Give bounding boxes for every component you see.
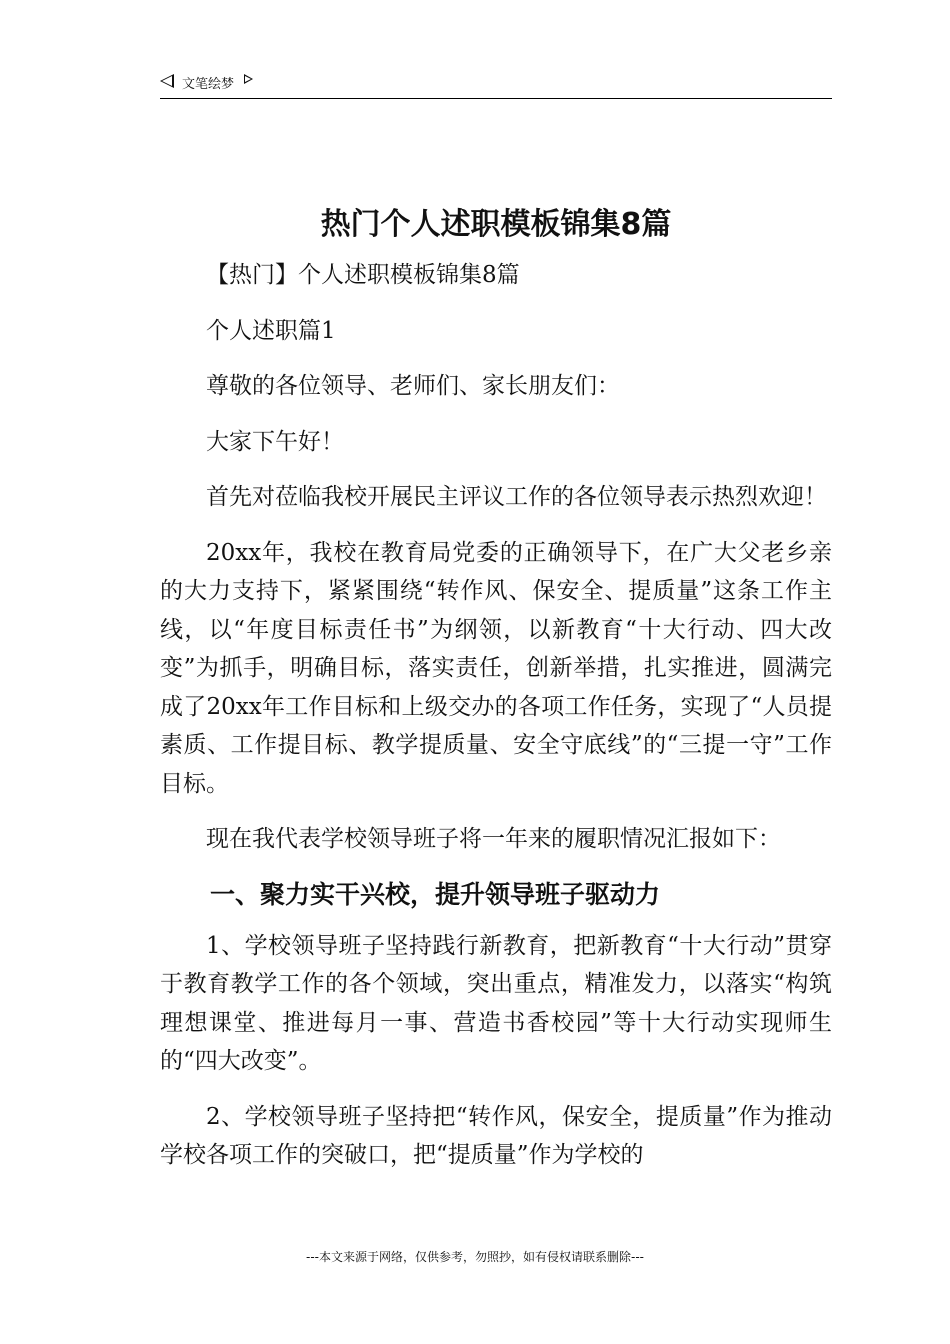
paragraph: 首先对莅临我校开展民主评议工作的各位领导表示热烈欢迎！ xyxy=(206,484,827,510)
paragraph: 现在我代表学校领导班子将一年来的履职情况汇报如下： xyxy=(206,826,781,852)
footer-notice: ---本文来源于网络，仅供参考，勿照抄，如有侵权请联系删除--- xyxy=(306,1250,644,1264)
page-header xyxy=(160,72,832,99)
document-title: 热门个人述职模板锦集8篇 xyxy=(320,207,672,242)
right-triangle-icon xyxy=(244,74,253,84)
document-body xyxy=(160,256,832,1192)
paragraph: 个人述职篇1 xyxy=(206,317,336,344)
paragraph: 【热门】个人述职模板锦集8篇 xyxy=(206,262,520,288)
paragraph: 大家下午好！ xyxy=(206,428,344,455)
paragraph: 尊敬的各位领导、老师们、家长朋友们： xyxy=(206,373,620,399)
header-brand: 文笔绘梦 xyxy=(182,77,235,92)
paragraph: 20xx年，我校在教育局党委的正确领导下，在广大父老乡亲的大力支持下，紧紧围绕“转作风、保安全、提质量”这条工作主线，以“年度目标责任书”为纲领，以新教育“十大行动、四大改变”为抓手，明确目标，落实责任，创新举措，扎实推进，圆满完成了20xx年工作目标和上级交办的各项工作任务，实现了“人员提素质、工作提目标、教学提质量、安全守底线”的“三提一守”工作目标。 xyxy=(160,539,832,797)
paragraph: 1、学校领导班子坚持践行新教育，把新教育“十大行动”贯穿于教育教学工作的各个领域，突出重点，精准发力，以落实“构筑理想课堂、推进每月一事、营造书香校园”等十大行动实现师生的“四大改变”。 xyxy=(160,932,832,1074)
left-triangle-icon xyxy=(160,74,174,88)
section-heading: 一、聚力实干兴校，提升领导班子驱动力 xyxy=(210,879,661,909)
paragraph: 2、学校领导班子坚持把“转作风，保安全，提质量”作为推动学校各项工作的突破口，把“提质量”作为学校的 xyxy=(160,1103,832,1168)
